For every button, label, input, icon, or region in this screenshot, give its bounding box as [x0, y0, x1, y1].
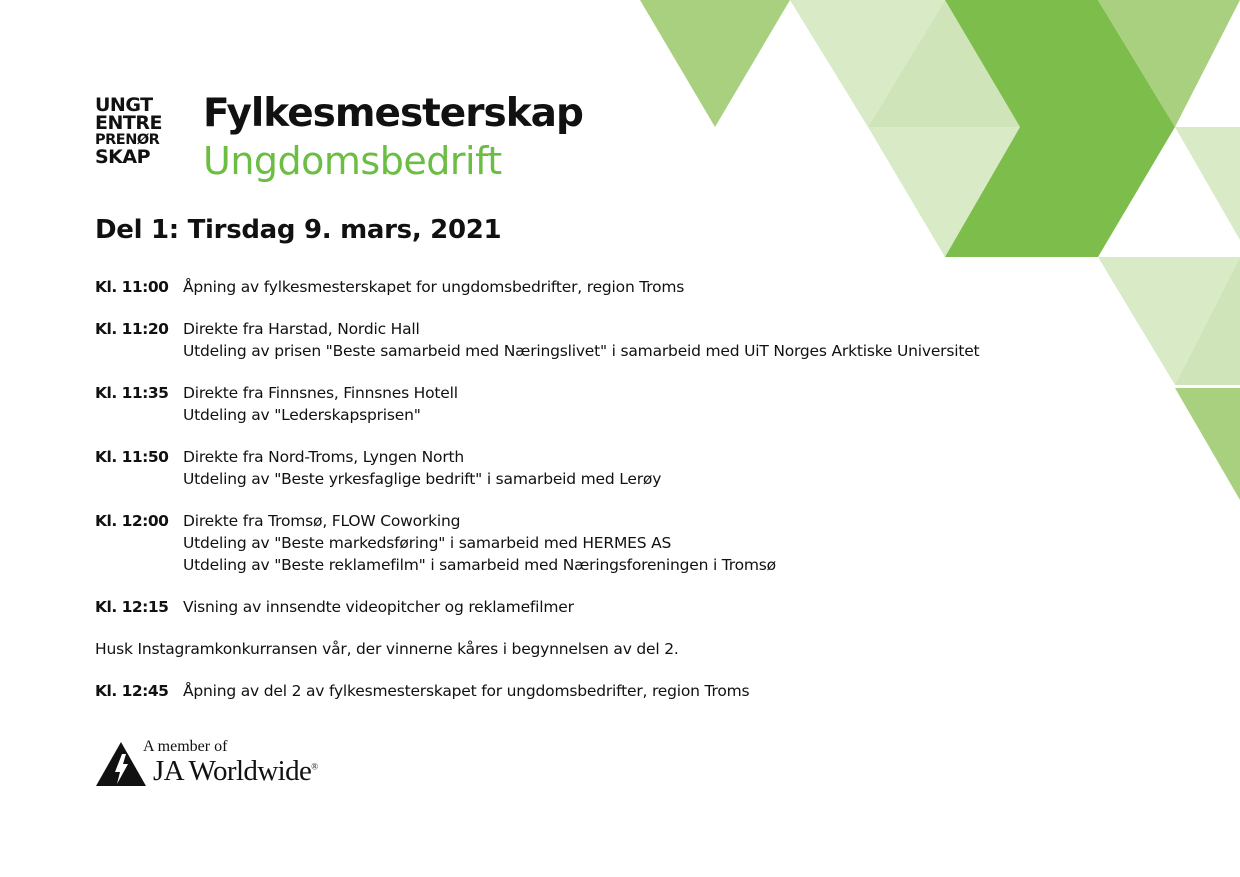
ja-torch-triangle-icon [95, 740, 147, 788]
schedule-item [95, 318, 1055, 362]
schedule-line: Utdeling av "Beste reklamefilm" i samarbeid med Næringsforeningen i Tromsø [183, 556, 776, 574]
schedule-line: Direkte fra Finnsnes, Finnsnes Hotell [183, 384, 458, 402]
schedule-item [95, 510, 1055, 576]
instagram-note: Husk Instagramkonkurransen vår, der vinnerne kåres i begynnelsen av del 2. [95, 640, 679, 658]
schedule-line: Direkte fra Tromsø, FLOW Coworking [183, 512, 461, 530]
schedule-line: Utdeling av prisen "Beste samarbeid med Næringslivet" i samarbeid med UiT Norges Arktiske Universitet [183, 342, 980, 360]
schedule-time: Kl. 11:20 [95, 320, 169, 338]
schedule-line: Utdeling av "Beste yrkesfaglige bedrift" i samarbeid med Lerøy [183, 470, 662, 488]
schedule-time: Kl. 11:50 [95, 448, 169, 466]
schedule-line: Visning av innsendte videopitcher og reklamefilmer [183, 598, 574, 616]
schedule-item [95, 446, 1055, 490]
schedule-line: Direkte fra Nord-Troms, Lyngen North [183, 448, 464, 466]
page-title: Fylkesmesterskap [203, 91, 583, 136]
schedule-time: Kl. 11:35 [95, 384, 169, 402]
ungt-entreprenorskap-logo [95, 96, 162, 166]
schedule-item [95, 680, 1055, 702]
schedule-time: Kl. 11:00 [95, 278, 169, 296]
page-subtitle: Ungdomsbedrift [203, 139, 502, 183]
schedule-item [95, 382, 1055, 426]
schedule-time: Kl. 12:15 [95, 598, 169, 616]
logo-line: PRENØR [95, 132, 160, 148]
schedule-line: Åpning av fylkesmesterskapet for ungdomsbedrifter, region Troms [183, 278, 685, 296]
schedule-line: Direkte fra Harstad, Nordic Hall [183, 320, 420, 338]
ja-worldwide-logo [95, 738, 355, 798]
registered-mark: ® [311, 761, 318, 772]
schedule-line: Utdeling av "Lederskapsprisen" [183, 406, 421, 424]
schedule-time: Kl. 12:00 [95, 512, 169, 530]
schedule-line: Utdeling av "Beste markedsføring" i samarbeid med HERMES AS [183, 534, 672, 552]
logo-line: ENTRE [95, 112, 162, 134]
member-text: A member of [143, 738, 228, 755]
ja-worldwide-name [153, 755, 318, 788]
org-name: JA Worldwide [153, 755, 312, 787]
schedule-list [95, 276, 1055, 722]
schedule-item [95, 276, 1055, 298]
schedule-item [95, 596, 1055, 618]
logo-line: UNGT [95, 94, 153, 116]
schedule-line: Åpning av del 2 av fylkesmesterskapet for ungdomsbedrifter, region Troms [183, 682, 750, 700]
logo-line: SKAP [95, 146, 151, 168]
day-heading: Del 1: Tirsdag 9. mars, 2021 [95, 215, 502, 245]
schedule-time: Kl. 12:45 [95, 682, 169, 700]
